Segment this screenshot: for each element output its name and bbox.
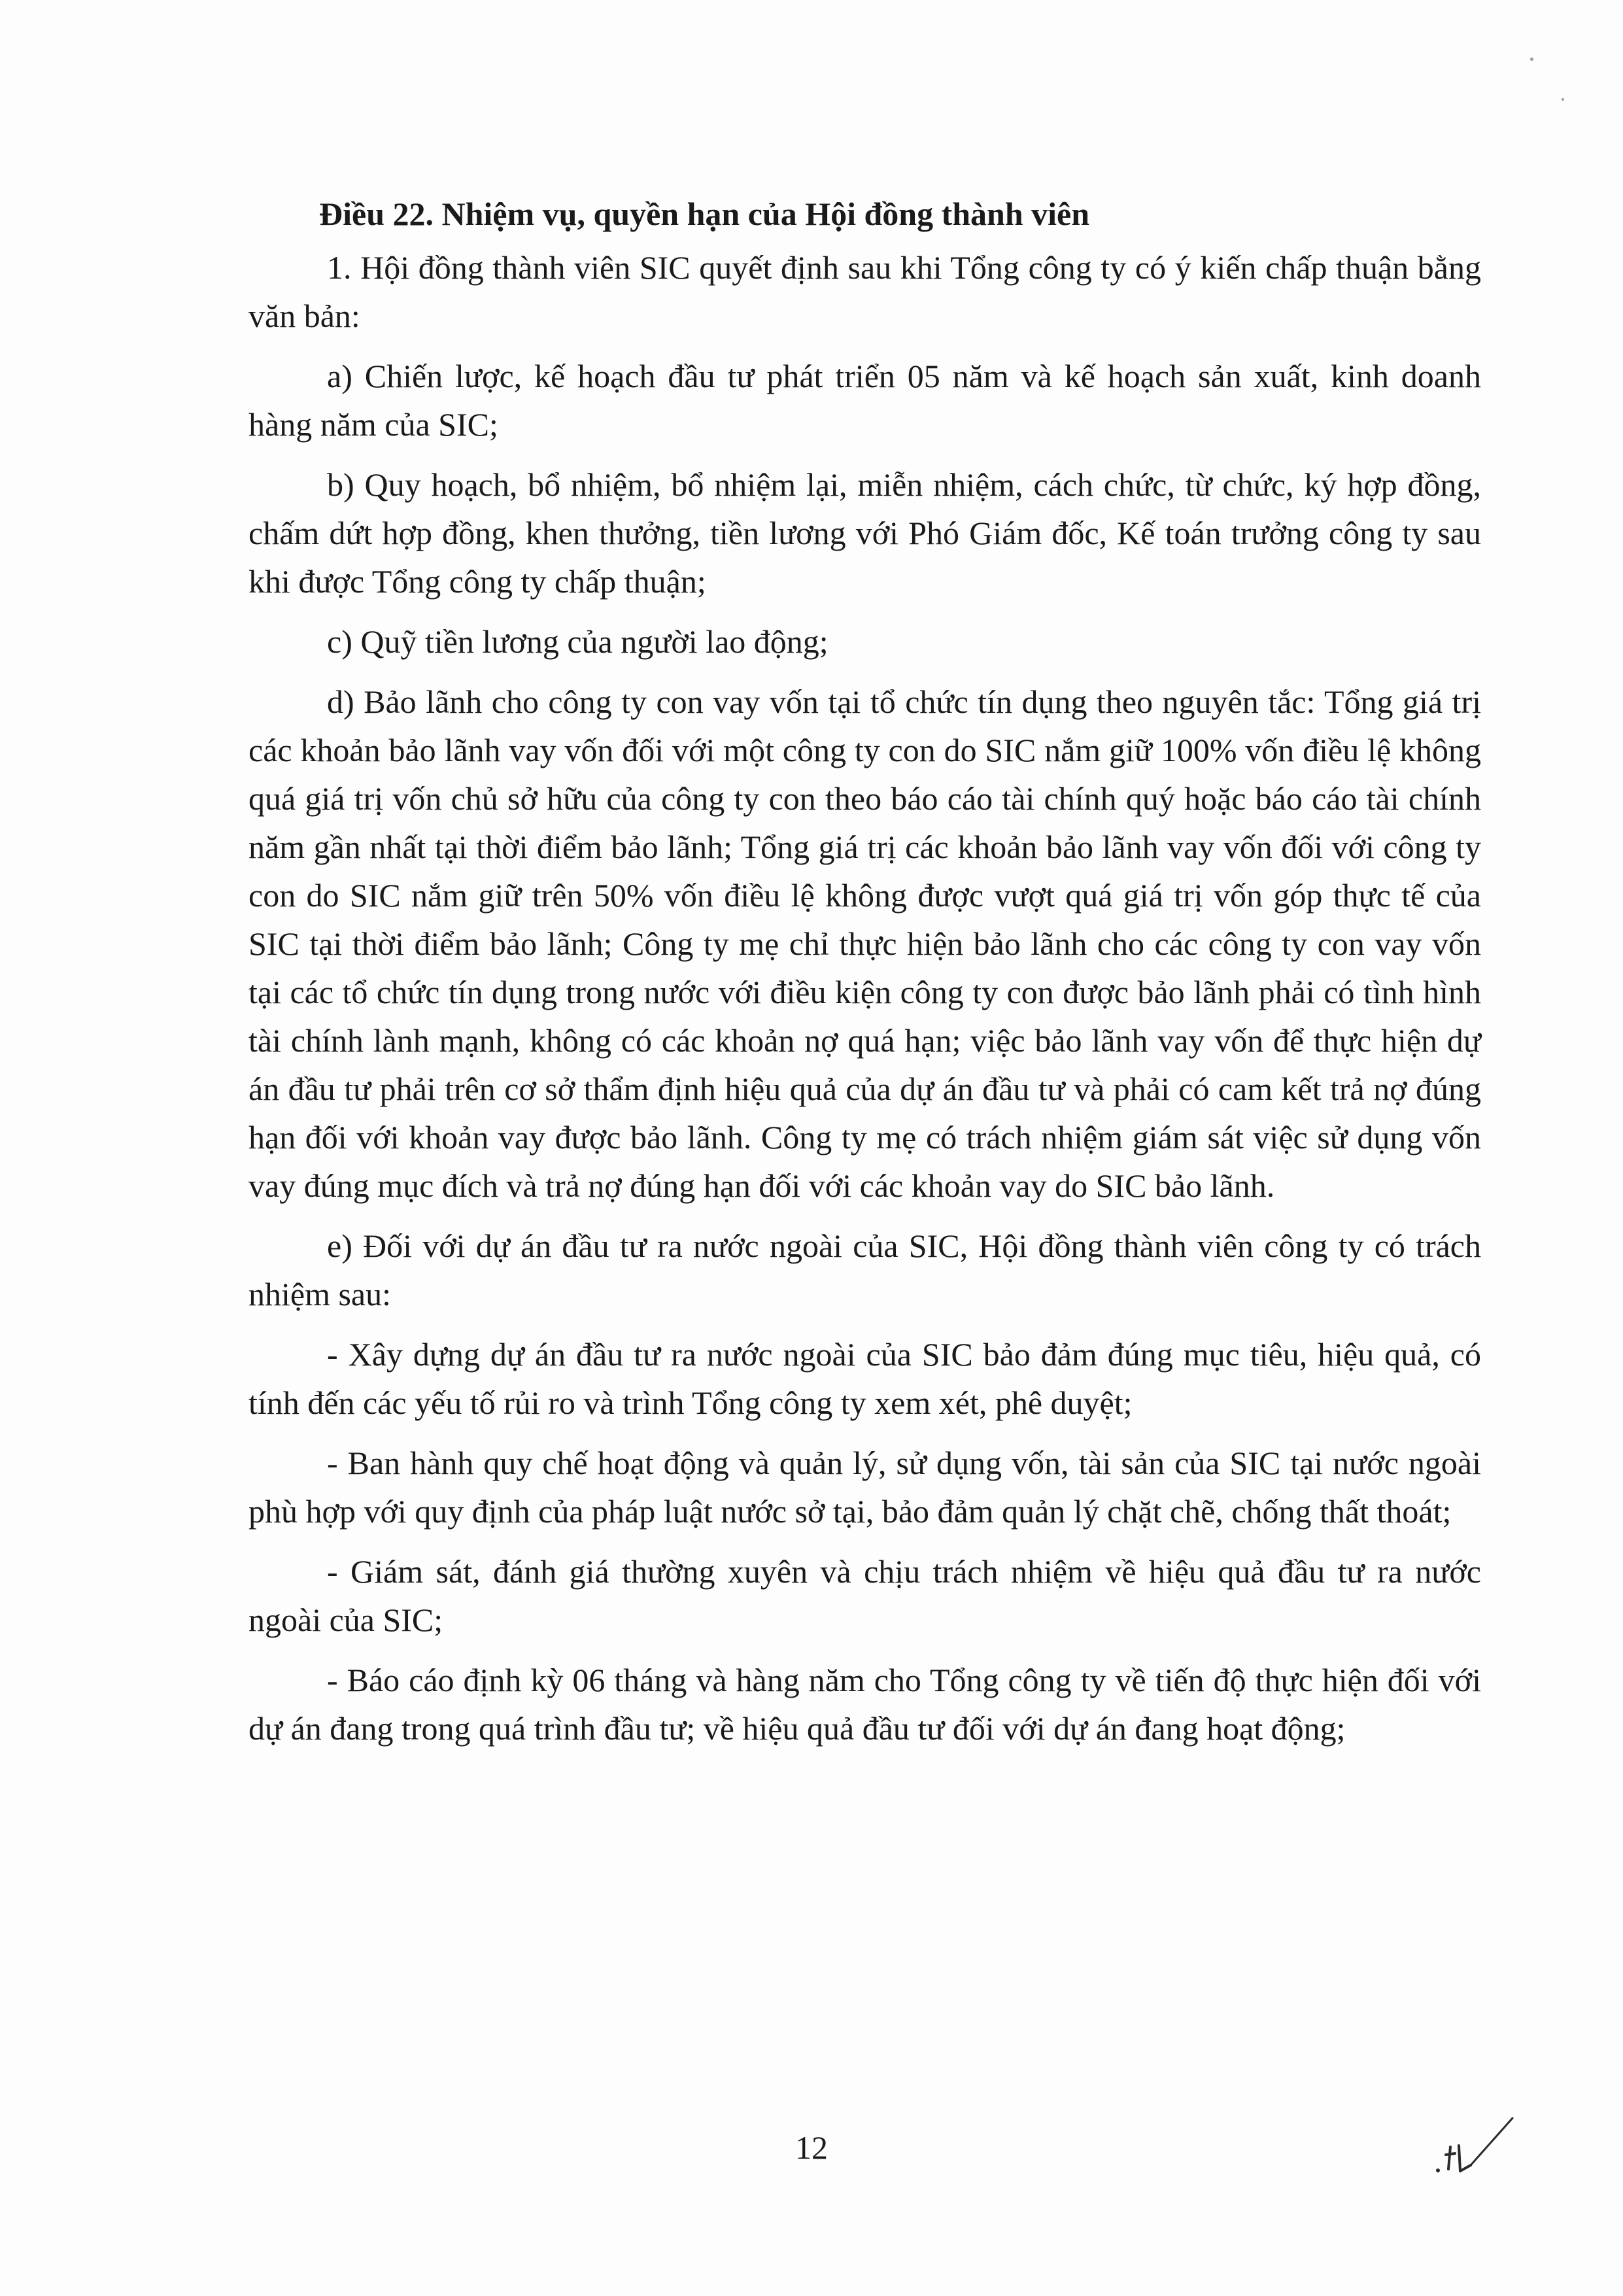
page-number: 12 [795,2129,828,2166]
handwritten-initial-mark [1429,2109,1520,2181]
bullet-item: - Báo cáo định kỳ 06 tháng và hàng năm cho Tổng công ty về tiến độ thực hiện đối với dự án đang trong quá trình đầu tư; về hiệu quả đầu tư đối với dự án đang hoạt động; [248,1662,1481,1747]
bullet-item: - Giám sát, đánh giá thường xuyên và chịu trách nhiệm về hiệu quả đầu tư ra nước ngoài của SIC; [248,1553,1481,1638]
paragraph-d: d) Bảo lãnh cho công ty con vay vốn tại tổ chức tín dụng theo nguyên tắc: Tổng giá trị các khoản bảo lãnh vay vốn đối với một công ty con do SIC nắm giữ 100% vốn điều lệ không quá giá trị vốn chủ sở hữu của công ty con theo báo cáo tài chính quý hoặc báo cáo tài chính năm gần nhất tại thời điểm bảo lãnh; Tổng giá trị các khoản bảo lãnh vay vốn đối với công ty con do SIC nắm giữ trên 50% vốn điều lệ không được vượt quá giá trị vốn góp thực tế của SIC tại thời điểm bảo lãnh; Công ty mẹ chỉ thực hiện bảo lãnh cho các công ty con vay vốn tại các tổ chức tín dụng trong nước với điều kiện công ty con được bảo lãnh phải có tình hình tài chính lành mạnh, không có các khoản nợ quá hạn; việc bảo lãnh vay vốn để thực hiện dự án đầu tư phải trên cơ sở thẩm định hiệu quả của dự án đầu tư và phải có cam kết trả nợ đúng hạn đối với khoản vay được bảo lãnh. Công ty mẹ có trách nhiệm giám sát việc sử dụng vốn vay đúng mục đích và trả nợ đúng hạn đối với các khoản vay do SIC bảo lãnh. [248,683,1481,1204]
paragraph-1: 1. Hội đồng thành viên SIC quyết định sau khi Tổng công ty có ý kiến chấp thuận bằng văn bản: [248,249,1481,334]
article-heading: Điều 22. Nhiệm vụ, quyền hạn của Hội đồng thành viên [319,196,1090,232]
paragraph-e: e) Đối với dự án đầu tư ra nước ngoài của SIC, Hội đồng thành viên công ty có trách nhiệm sau: [248,1227,1481,1312]
paragraph-c: c) Quỹ tiền lương của người lao động; [327,623,829,660]
paragraph-a: a) Chiến lược, kế hoạch đầu tư phát triển 05 năm và kế hoạch sản xuất, kinh doanh hàng năm của SIC; [248,358,1481,443]
scan-speck [1562,98,1564,101]
paragraph-b: b) Quy hoạch, bổ nhiệm, bổ nhiệm lại, miễn nhiệm, cách chức, từ chức, ký hợp đồng, chấm dứt hợp đồng, khen thưởng, tiền lương với Phó Giám đốc, Kế toán trưởng công ty sau khi được Tổng công ty chấp thuận; [248,466,1481,600]
bullet-item: - Ban hành quy chế hoạt động và quản lý, sử dụng vốn, tài sản của SIC tại nước ngoài phù hợp với quy định của pháp luật nước sở tại, bảo đảm quản lý chặt chẽ, chống thất thoát; [248,1445,1481,1530]
bullet-item: - Xây dựng dự án đầu tư ra nước ngoài của SIC bảo đảm đúng mục tiêu, hiệu quả, có tính đến các yếu tố rủi ro và trình Tổng công ty xem xét, phê duyệt; [248,1336,1481,1421]
document-body [248,190,1481,1764]
scan-speck [1530,58,1533,61]
